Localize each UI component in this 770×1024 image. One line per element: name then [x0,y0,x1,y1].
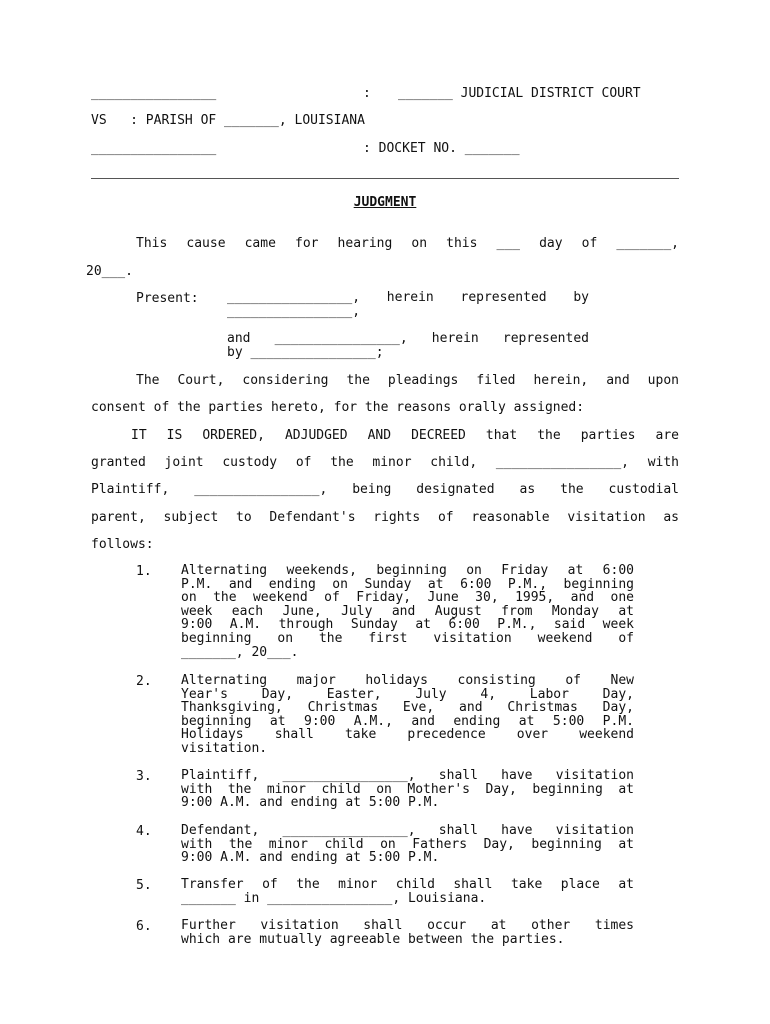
item-line: Alternating weekends, beginning on Friday at 6:00 [181,563,634,578]
item-number: 2. [136,674,152,689]
item-line: Alternating major holidays consisting of New [181,673,634,688]
item-text [181,674,634,756]
order-para-line-1: IT IS ORDERED, ADJUDGED AND DECREED that the parties are [131,428,679,443]
caption-vs-parish: VS : PARISH OF _______, LOUISIANA [91,113,365,128]
item-line: visitation. [181,740,268,756]
item-line: Year's Day, Easter, July 4, Labor Day, [181,686,634,702]
present-party-2-line-2: by ________________; [227,345,384,360]
item-number: 5. [136,878,152,893]
item-line: 9:00 A.M. and ending at 5:00 P.M. [181,850,440,866]
item-line: Further visitation shall occur at other times [181,918,634,933]
item-line: week each June, July and August from Monday at [181,603,634,619]
caption-docket-number: : DOCKET NO. _______ [363,141,520,156]
item-line: with the minor child on Fathers Day, beginning at [181,836,634,852]
item-text [181,919,634,946]
order-para-line-2: granted joint custody of the minor child, ________________, with [91,455,679,470]
present-party-2 [227,332,589,360]
item-line: Transfer of the minor child shall take place at [181,877,634,892]
present-party-1 [227,291,589,319]
present-party-2-line-1: and ________________, herein represented [227,331,589,346]
item-line: 9:00 A.M. through Sunday at 6:00 P.M., said week [181,617,634,633]
item-line: which are mutually agreeable between the parties. [181,931,565,947]
present-label: Present: [136,291,199,306]
order-para-line-3: Plaintiff, ________________, being designated as the custodial [91,482,679,497]
court-para-line-1: The Court, considering the pleadings filed herein, and upon [136,373,679,388]
present-party-1-line-1: ________________, herein represented by [227,290,589,305]
caption-court-name: _______ JUDICIAL DISTRICT COURT [398,86,641,101]
item-line: Holidays shall take precedence over weekend [181,727,634,743]
intro-line-1: This cause came for hearing on this ___ day of _______, [136,236,679,251]
order-para-line-5: follows: [91,537,154,552]
item-number: 1. [136,564,152,579]
item-line: _______ in ________________, Louisiana. [181,890,487,906]
item-line: Thanksgiving, Christmas Eve, and Christmas Day, [181,700,634,716]
caption-divider [91,178,679,179]
item-line: 9:00 A.M. and ending at 5:00 P.M. [181,795,440,811]
item-line: _______, 20___. [181,644,299,660]
item-text [181,769,634,810]
item-line: with the minor child on Mother's Day, beginning at [181,781,634,797]
item-number: 6. [136,919,152,934]
intro-line-2: 20___. [86,264,133,279]
item-line: on the weekend of Friday, June 30, 1995, and one [181,590,634,606]
item-text [181,878,634,905]
item-line: Defendant, ________________, shall have visitation [181,823,634,838]
document-title: JUDGMENT [353,195,417,210]
caption-colon: : [363,86,371,101]
item-number: 3. [136,769,152,784]
item-line: Plaintiff, ________________, shall have visitation [181,768,634,783]
caption-defendant-blank: ________________ [91,141,217,156]
present-party-1-line-2: ________________, [227,304,361,319]
item-line: P.M. and ending on Sunday at 6:00 P.M., beginning [181,576,634,592]
item-number: 4. [136,824,152,839]
caption-plaintiff-blank: ________________ [91,86,217,101]
item-text [181,564,634,659]
item-text [181,824,634,865]
item-line: beginning on the first visitation weekend of [181,630,634,646]
order-para-line-4: parent, subject to Defendant's rights of reasonable visitation as [91,510,679,525]
court-para-line-2: consent of the parties hereto, for the reasons orally assigned: [91,400,585,415]
item-line: beginning at 9:00 A.M., and ending at 5:00 P.M. [181,713,634,729]
